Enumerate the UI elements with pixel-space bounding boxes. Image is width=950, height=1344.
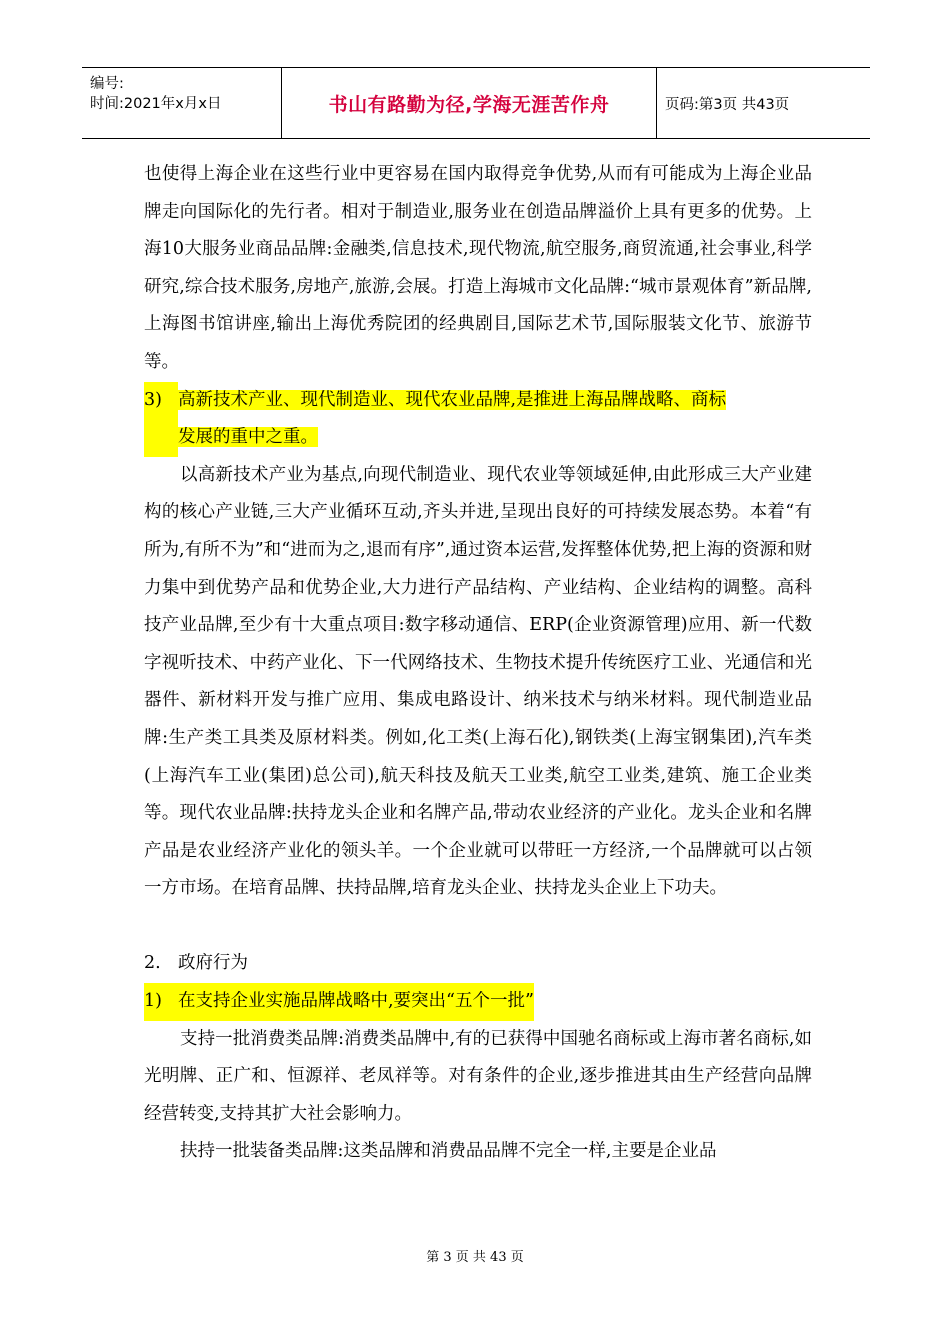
section-title: 政府行为 — [178, 953, 248, 974]
header-page-label: 页码:第3页 共43页 — [665, 96, 790, 113]
list-item-1 — [144, 983, 812, 1021]
section-heading-2 — [144, 945, 812, 983]
header-motto: 书山有路勤为径,学海无涯苦作舟 — [328, 93, 610, 116]
paragraph-equipment-brands: 扶持一批装备类品牌:这类品牌和消费品品牌不完全一样,主要是企业品 — [180, 1141, 717, 1162]
header-time-label: 时间:2021年x月x日 — [90, 96, 222, 112]
list-item-number: 1) — [144, 983, 178, 1021]
list-item-3 — [144, 382, 812, 457]
paragraph-services: 也使得上海企业在这些行业中更容易在国内取得竞争优势,从而有可能成为上海企业品牌走向国际化的先行者。相对于制造业,服务业在创造品牌溢价上具有更多的优势。上海10大服务业商品品牌:金融类,信息技术,现代物流,航空服务,商贸流通,社会事业,科学研究,综合技术服务,房地产,旅游,会展。打造上海城市文化品牌:“城市景观体育”新品牌,上海图书馆讲座,输出上海优秀院团的经典剧目,国际艺术节,国际服装文化节、旅游节等。 — [144, 164, 812, 372]
paragraph-consumer-brands: 支持一批消费类品牌:消费类品牌中,有的已获得中国驰名商标或上海市著名商标,如光明牌、正广和、恒源祥、老凤祥等。对有条件的企业,逐步推进其由生产经营向品牌经营转变,支持其扩大社会影响力。 — [144, 1028, 812, 1124]
list-item-number: 3) — [144, 382, 178, 457]
highlighted-heading-line1: 高新技术产业、现代制造业、现代农业品牌,是推进上海品牌战略、商标 — [178, 389, 727, 410]
blank-line — [144, 908, 812, 946]
page-footer: 第 3 页 共 43 页 — [426, 1250, 524, 1265]
paragraph-hightech: 以高新技术产业为基点,向现代制造业、现代农业等领域延伸,由此形成三大产业建构的核心产业链,三大产业循环互动,齐头并进,呈现出良好的可持续发展态势。本着“有所为,有所不为”和“进而为之,退而有序”,通过资本运营,发挥整体优势,把上海的资源和财力集中到优势产品和优势企业,大力进行产品结构、产业结构、企业结构的调整。高科技产业品牌,至少有十大重点项目:数字移动通信、ERP(企业资源管理)应用、新一代数字视听技术、中药产业化、下一代网络技术、生物技术提升传统医疗工业、光通信和光器件、新材料开发与推广应用、集成电路设计、纳米技术与纳米材料。现代制造业品牌:生产类工具类及原材料类。例如,化工类(上海石化),钢铁类(上海宝钢集团),汽车类(上海汽车工业(集团)总公司),航天科技及航天工业类,航空工业类,建筑、施工企业类等。现代农业品牌:扶持龙头企业和名牌产品,带动农业经济的产业化。龙头企业和名牌产品是农业经济产业化的领头羊。一个企业就可以带旺一方经济,一个品牌就可以占领一方市场。在培育品牌、扶持品牌,培育龙头企业、扶持龙头企业上下功夫。 — [144, 464, 812, 899]
header-number-label: 编号: — [90, 76, 124, 92]
document-body — [144, 156, 812, 1171]
section-number: 2. — [144, 953, 161, 974]
page-header — [82, 67, 870, 139]
header-meta — [90, 74, 221, 114]
highlighted-heading: 在支持企业实施品牌战略中,要突出“五个一批” — [178, 983, 534, 1021]
highlighted-heading-line2: 发展的重中之重。 — [178, 427, 318, 448]
header-motto-cell — [281, 68, 657, 138]
list-item-text — [178, 382, 726, 457]
